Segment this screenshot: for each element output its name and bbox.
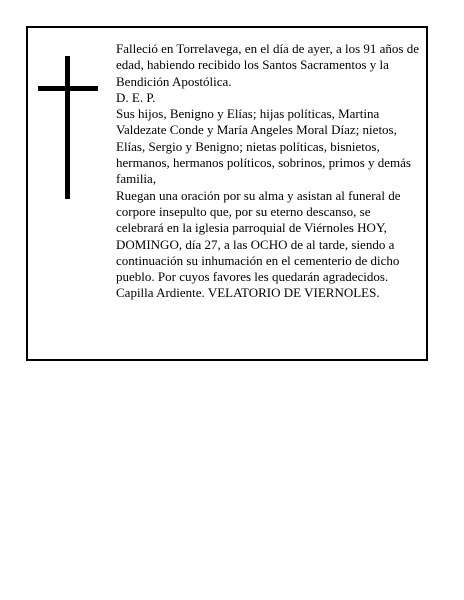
wake-location: Capilla Ardiente. VELATORIO DE VIERNOLES. (116, 285, 380, 301)
funeral-details: Ruegan una oración por su alma y asistan al funeral de corpore insepulto que, por su eterno descanso, se celebrará en la iglesia parroquial de Viérnoles HOY, DOMINGO, día 27, a las OCHO de al tarde, siendo a continuación su inhumación en el cementerio de dicho pueblo. Por cuyos favores les quedarán agradecidos. (116, 187, 401, 285)
cross-horizontal-bar (38, 86, 98, 91)
death-announcement: Falleció en Torrelavega, en el día de ayer, a los 91 años de edad, habiendo recibido los Santos Sacramentos y la Bendición Apostólica. (116, 41, 419, 89)
rip-line: D. E. P. (116, 89, 156, 105)
notice-text (116, 41, 421, 302)
family-list: Sus hijos, Benigno y Elías; hijas políticas, Martina Valdezate Conde y María Angeles Moral Díaz; nietos, Elías, Sergio y Benigno; nietas políticas, bisnietos, hermanos, hermanos políticos, sobrinos, primos y demás familia, (116, 106, 411, 187)
cross-vertical-bar (65, 56, 70, 199)
obituary-notice (26, 26, 428, 361)
cross-icon (38, 56, 98, 199)
